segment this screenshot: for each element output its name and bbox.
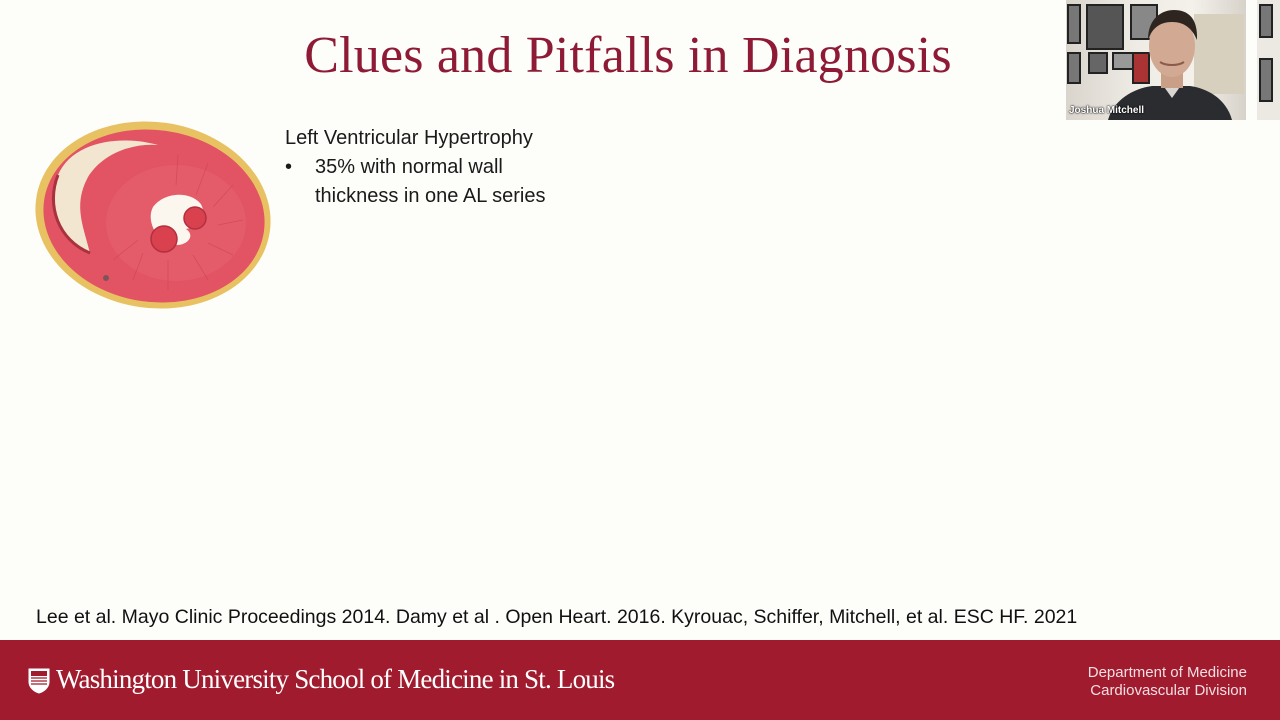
department-line: Department of Medicine [1087,664,1247,681]
university-shield-icon [28,668,50,694]
participant-figure [1066,0,1246,120]
references: Lee et al. Mayo Clinic Proceedings 2014. Damy et al . Open Heart. 2016. Kyrouac, Schiffer, Mitchell, et al. ESC HF. 2021 [36,606,1078,628]
heart-cross-section-illustration [28,115,273,315]
footer-banner [0,640,1280,720]
institution-name: Washington University School of Medicine in St. Louis [56,664,615,694]
wall-frame [1259,58,1273,102]
wall-frame [1259,4,1273,38]
bullet-marker: • [285,156,293,178]
participant-name: Joshua Mitchell [1069,105,1145,116]
bullet-text: 35% with normal wall thickness in one AL series [315,156,546,207]
bullet-item [285,153,575,211]
participant-video-tile[interactable] [1066,0,1246,120]
section-heading: Left Ventricular Hypertrophy [285,127,533,149]
department-label [1088,664,1247,700]
division-line: Cardiovascular Division [1090,682,1247,699]
papillary-muscle [151,226,177,252]
slide-title: Clues and Pitfalls in Diagnosis [304,27,952,84]
papillary-muscle [184,207,206,229]
adjacent-video-strip [1257,0,1280,120]
slide-body [285,124,575,211]
